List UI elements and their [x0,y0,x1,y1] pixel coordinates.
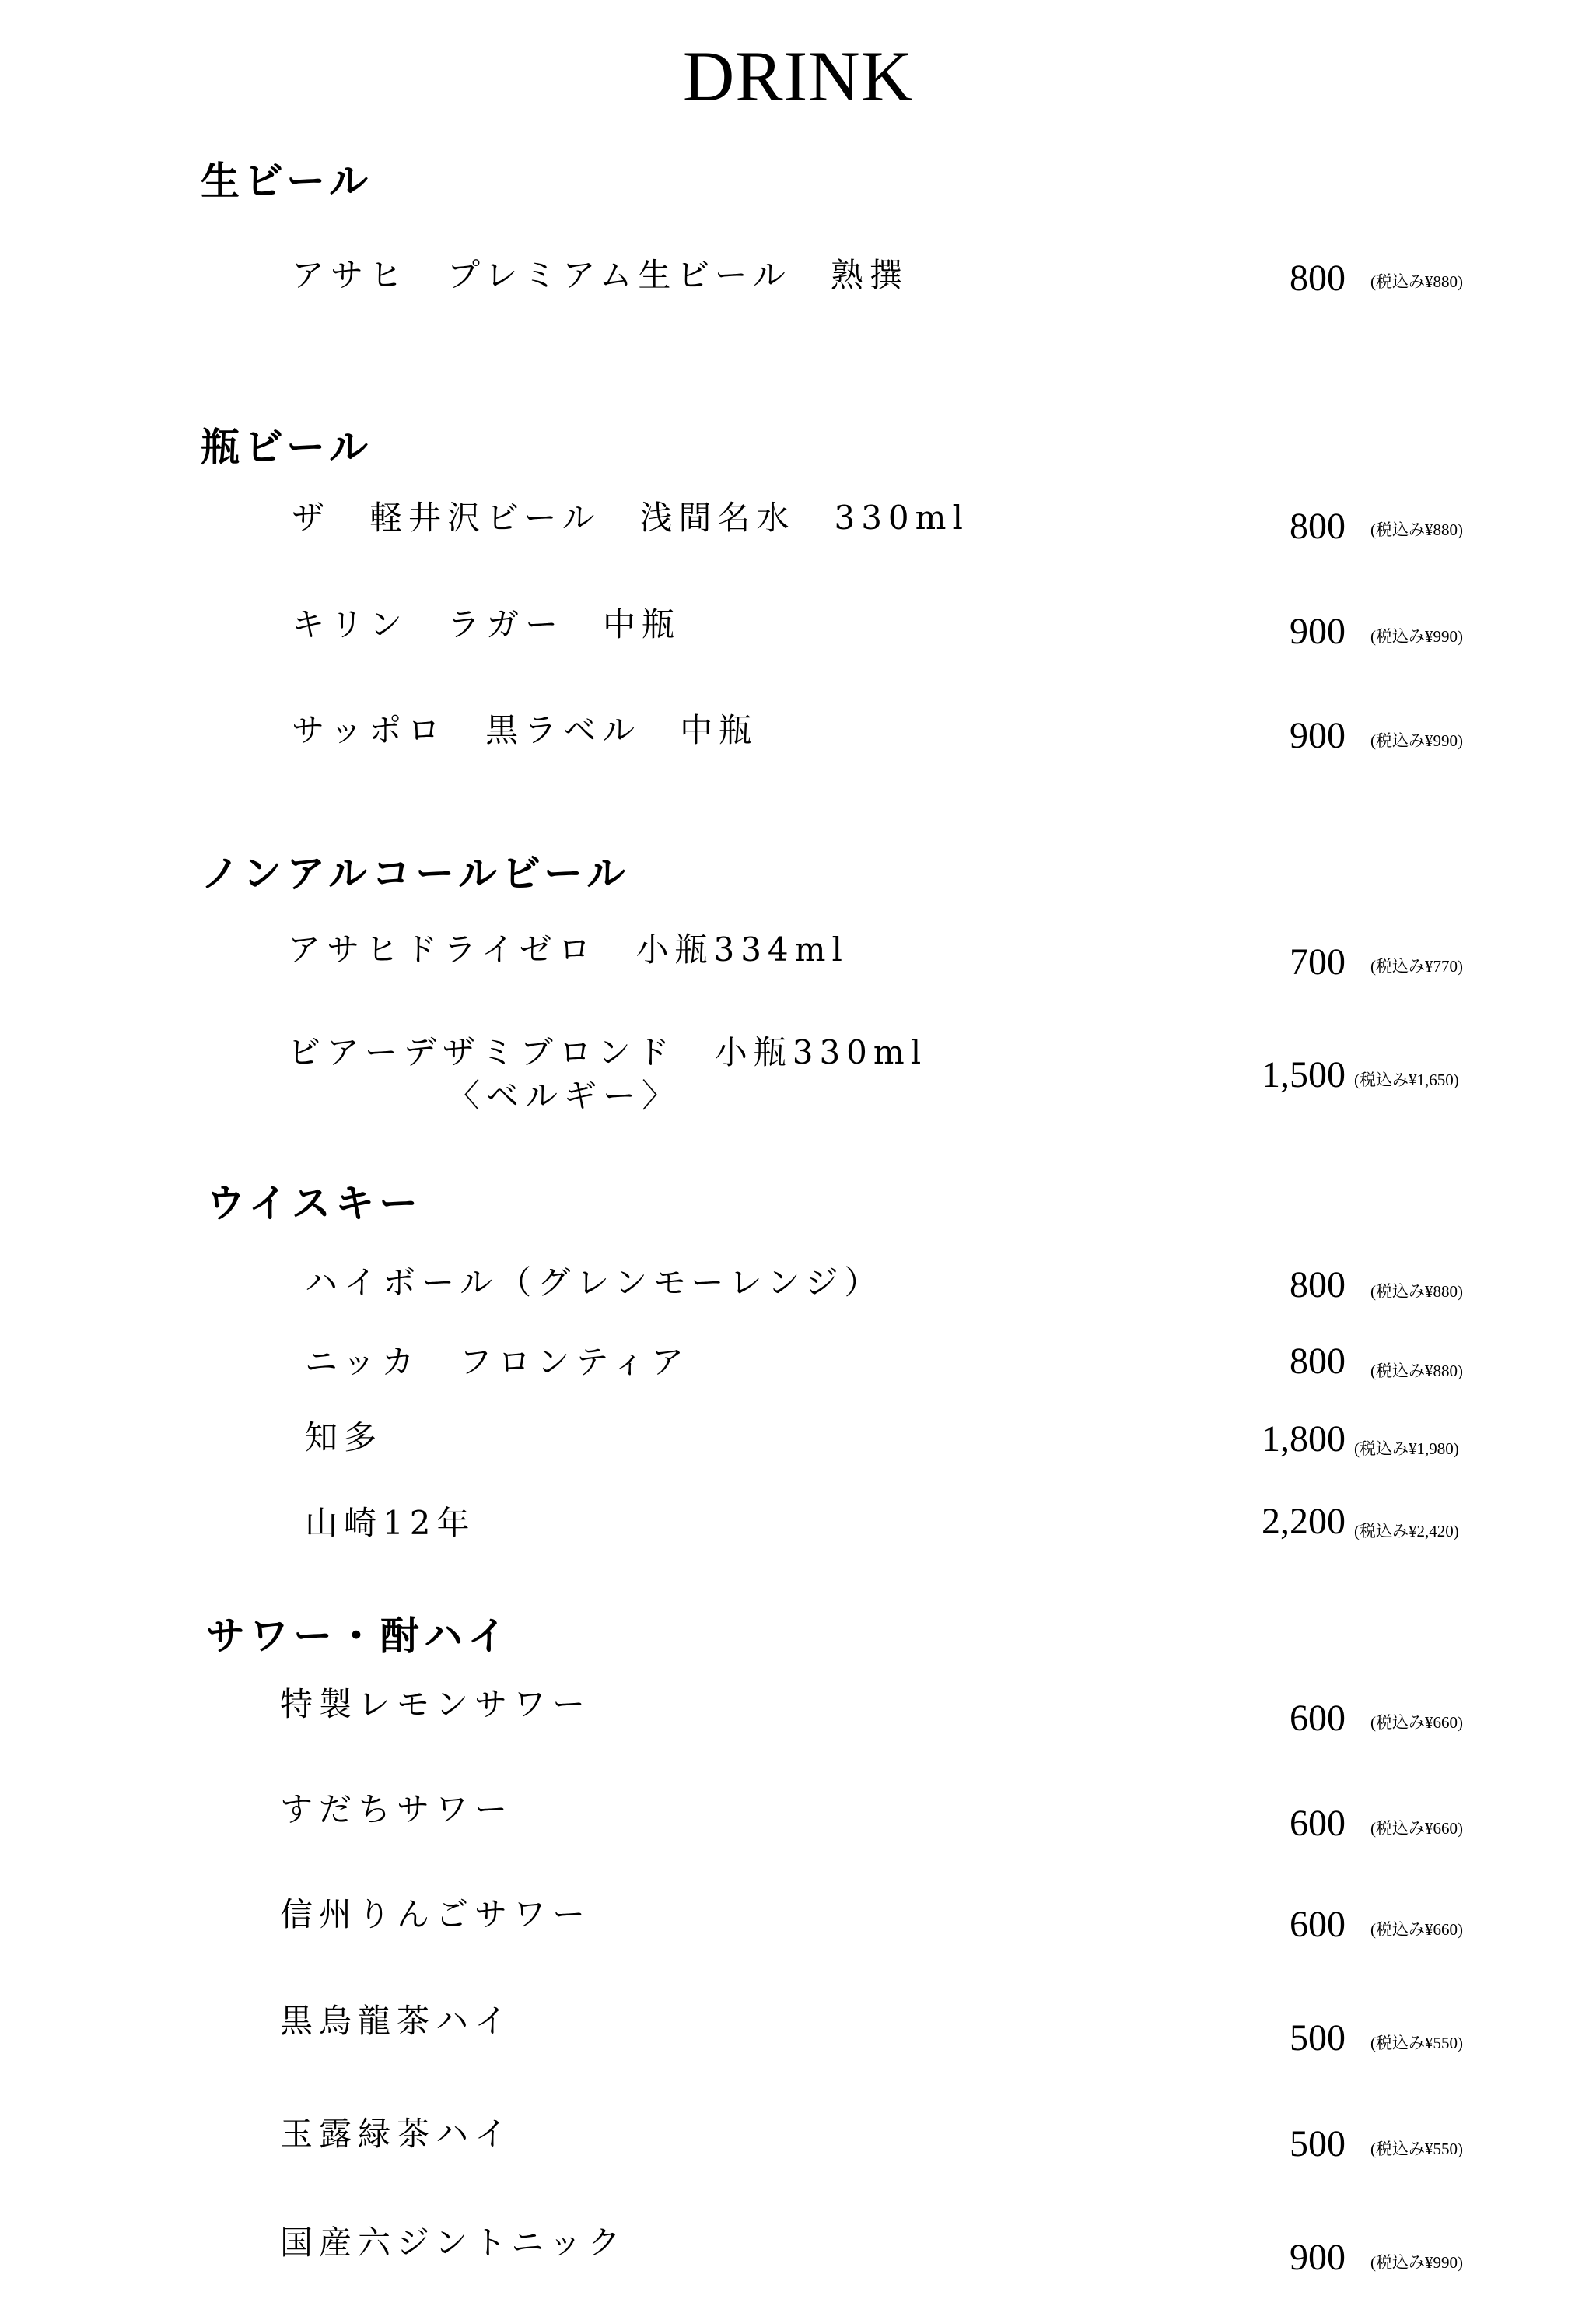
menu-item-price: 1,500 [1262,1054,1346,1095]
menu-item-price: 600 [1290,1698,1346,1739]
menu-item-name: すだちサワー [280,1790,514,1828]
menu-item-price: 600 [1290,1904,1346,1945]
menu-item-name: 特製レモンサワー [280,1685,592,1723]
menu-item-price: 900 [1290,611,1346,652]
menu-item-price: 600 [1290,1803,1346,1844]
menu-item-name: ビアーデザミブロンド 小瓶330ml [288,1033,928,1071]
menu-item-name: アサヒ プレミアム生ビール 熟撰 [292,256,908,294]
menu-item-name: アサヒドライゼロ 小瓶334ml [288,930,849,969]
menu-item-tax: (税込み¥660) [1370,1920,1463,1939]
menu-item-tax: (税込み¥880) [1370,1362,1463,1380]
menu-item-price: 500 [1290,2017,1346,2059]
menu-item-tax: (税込み¥1,650) [1354,1071,1459,1089]
menu-item-tax: (税込み¥660) [1370,1819,1463,1838]
menu-item-tax: (税込み¥1,980) [1354,1439,1459,1458]
menu-item-tax: (税込み¥880) [1370,1282,1463,1301]
page-title: DRINK [682,37,914,116]
section-heading-sour: サワー・酎ハイ [206,1613,511,1659]
menu-item-price: 800 [1290,1264,1346,1305]
menu-item-tax: (税込み¥880) [1370,272,1463,291]
menu-item-name: 黒烏龍茶ハイ [280,2002,514,2040]
menu-item-price: 800 [1290,506,1346,547]
menu-item-price: 2,200 [1262,1501,1346,1542]
section-heading-draft-beer: 生ビール [201,158,373,204]
menu-item-name: 玉露緑茶ハイ [280,2115,514,2153]
menu-item-price: 900 [1290,715,1346,756]
menu-item-tax: (税込み¥770) [1370,957,1463,976]
menu-item-price: 500 [1290,2123,1346,2164]
menu-item-name: 知多 [305,1418,383,1456]
menu-item-name: サッポロ 黒ラベル 中瓶 [292,711,758,749]
section-heading-non-alcohol: ノンアルコールビール [201,850,630,896]
section-heading-bottled-beer: 瓶ビール [201,424,373,470]
menu-item-tax: (税込み¥880) [1370,520,1463,539]
menu-item-name: ハイボール（グレンモーレンジ） [305,1263,884,1302]
menu-item-name: キリン ラガー 中瓶 [292,605,681,643]
menu-item-tax: (税込み¥990) [1370,2253,1463,2272]
menu-item-price: 700 [1290,941,1346,983]
menu-item-origin: 〈ベルギー〉 [447,1077,681,1115]
menu-item-tax: (税込み¥550) [1370,2140,1463,2158]
menu-item-price: 900 [1290,2237,1346,2278]
menu-item-name: ニッカ フロンティア [305,1343,690,1381]
menu-item-name: 山崎12年 [305,1504,476,1542]
menu-item-price: 800 [1290,1340,1346,1382]
menu-item-tax: (税込み¥660) [1370,1713,1463,1732]
menu-item-tax: (税込み¥990) [1370,627,1463,646]
section-heading-whisky: ウイスキー [206,1180,422,1226]
menu-item-name: ザ 軽井沢ビール 浅間名水 330ml [292,499,969,537]
menu-item-tax: (税込み¥2,420) [1354,1522,1459,1540]
menu-item-name: 信州りんごサワー [280,1895,592,1933]
menu-item-name: 国産六ジントニック [280,2224,627,2262]
menu-item-price: 1,800 [1262,1418,1346,1460]
menu-item-tax: (税込み¥550) [1370,2034,1463,2052]
menu-item-tax: (税込み¥990) [1370,731,1463,750]
menu-item-price: 800 [1290,258,1346,299]
